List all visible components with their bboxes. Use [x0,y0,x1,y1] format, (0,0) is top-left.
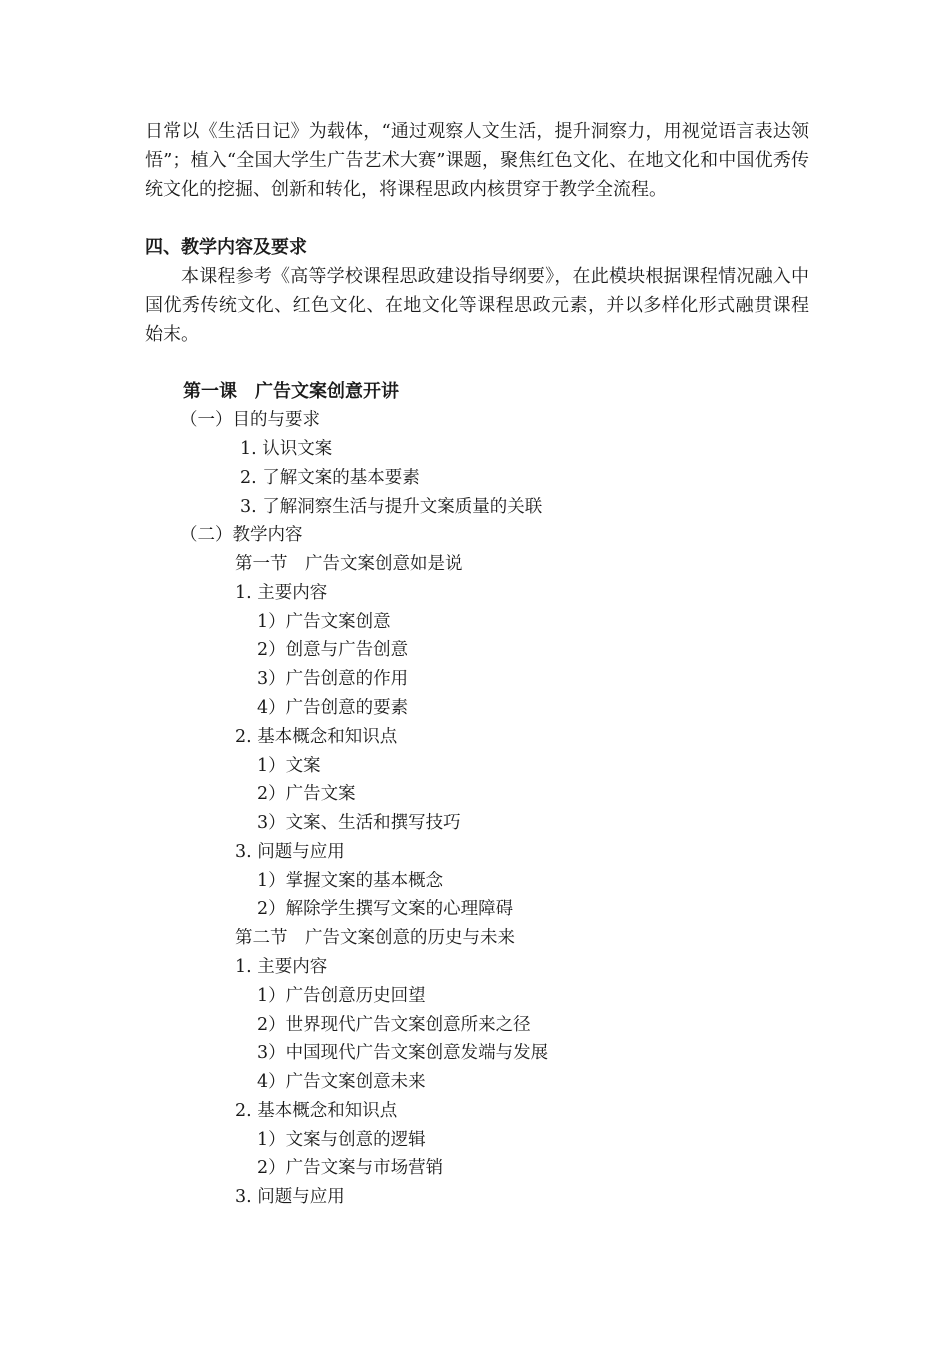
outline-line: 3）广告创意的作用 [257,669,409,689]
outline-line: 3）文案、生活和撰写技巧 [257,813,461,833]
outline-line: （一）目的与要求 [180,410,320,430]
outline-line: 2）广告文案与市场营销 [257,1158,444,1178]
outline-line: 3. 问题与应用 [235,842,345,862]
outline-line: 3）中国现代广告文案创意发端与发展 [257,1043,549,1063]
outline-line: 2. 基本概念和知识点 [235,1101,398,1121]
outline-line: 1）广告文案创意 [257,612,391,632]
intro-paragraph: 日常以《生活日记》为载体，“通过观察人文生活，提升洞察力，用视觉语言表达领悟”；植入“全国大学生广告艺术大赛”课题，聚焦红色文化、在地文化和中国优秀传统文化的挖掘、创新和转化，将课程思政内核贯穿于教学全流程。 [145,121,809,200]
outline-line: 2）广告文案 [257,784,356,804]
outline-line: 3. 了解洞察生活与提升文案质量的关联 [240,497,543,517]
outline-line: 2. 了解文案的基本要素 [240,468,420,488]
outline-line: 2）解除学生撰写文案的心理障碍 [257,899,514,919]
outline-line: 2）创意与广告创意 [257,640,409,660]
outline-line: 4）广告创意的要素 [257,698,409,718]
outline-line: 1）文案与创意的逻辑 [257,1130,426,1150]
outline-line: 第一节 广告文案创意如是说 [235,554,463,574]
outline-line: 2）世界现代广告文案创意所来之径 [257,1015,531,1035]
outline-line: （二）教学内容 [180,525,303,545]
outline-line: 1）掌握文案的基本概念 [257,871,444,891]
outline-line: 1）文案 [257,756,321,776]
outline-line: 1）广告创意历史回望 [257,986,426,1006]
outline-line: 1. 认识文案 [240,439,333,459]
outline-line: 2. 基本概念和知识点 [235,727,398,747]
section-paragraph: 本课程参考《高等学校课程思政建设指导纲要》，在此模块根据课程情况融入中国优秀传统文化、红色文化、在地文化等课程思政元素，并以多样化形式融贯课程始末。 [145,266,809,345]
outline-line: 3. 问题与应用 [235,1187,345,1207]
section-heading: 四、教学内容及要求 [145,237,307,258]
outline-line: 4）广告文案创意未来 [257,1072,426,1092]
outline-line: 1. 主要内容 [235,583,328,603]
outline-line: 1. 主要内容 [235,957,328,977]
outline-line: 第二节 广告文案创意的历史与未来 [235,928,515,948]
lesson-title: 第一课 广告文案创意开讲 [183,381,399,402]
